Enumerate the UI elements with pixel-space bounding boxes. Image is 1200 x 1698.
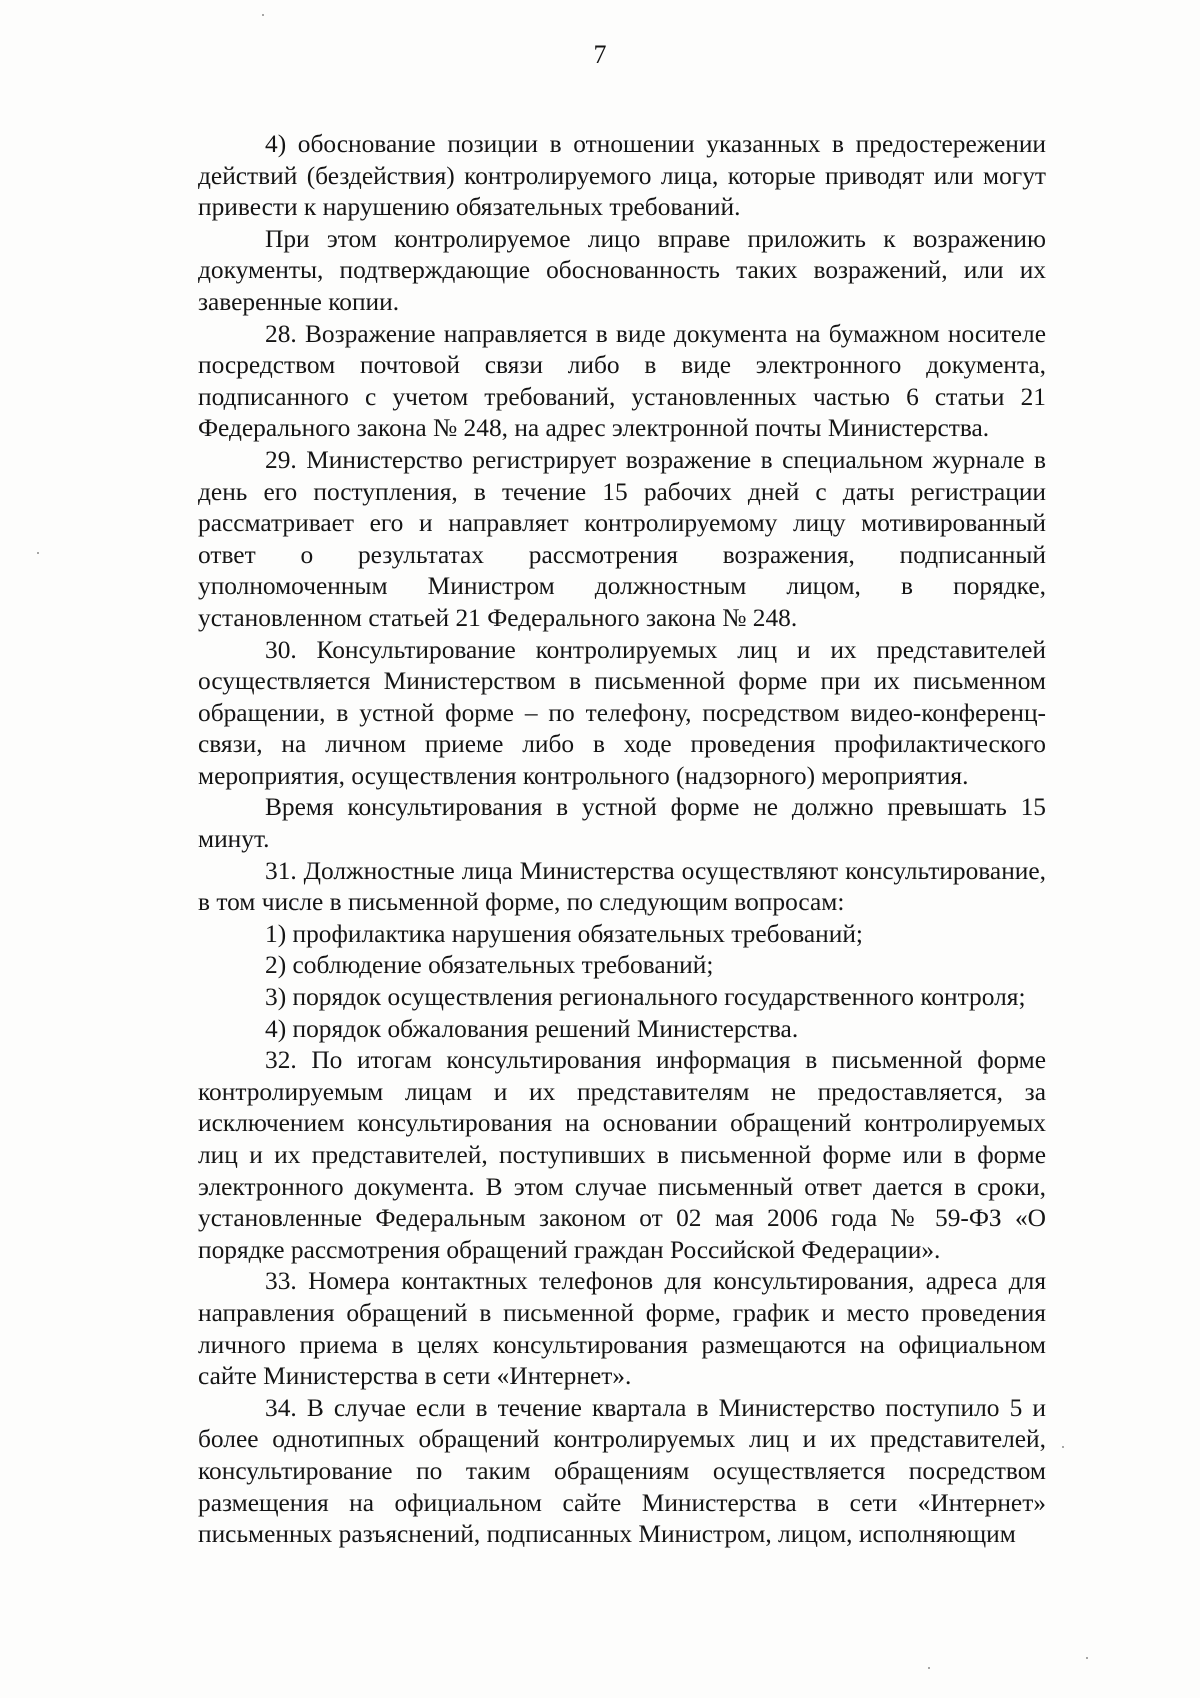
list-item-2: 2) соблюдение обязательных требований; — [265, 951, 714, 980]
page-number: 7 — [593, 40, 607, 69]
list-item-3: 3) порядок осуществления регионального государственного контроля; — [265, 983, 1026, 1012]
paragraph-32: 32. По итогам консультирования информация в письменной форме контролируемым лицам и их представителям не предоставляется, за исключением консультирования на основании обращений контролируемых лиц и их представителей, поступивших в письменной форме или в форме электронного документа. В этом случае письменный ответ дается в сроки, установленные Федеральным законом от 02 мая 2006 года № 59-ФЗ «О порядке рассмотрения обращений граждан Российской Федерации». — [198, 1046, 1046, 1264]
scan-speck — [928, 1667, 930, 1669]
scan-speck — [262, 14, 264, 16]
list-item-4: 4) порядок обжалования решений Министерства. — [265, 1014, 799, 1043]
paragraph-29: 29. Министерство регистрирует возражение в специальном журнале в день его поступления, в течение 15 рабочих дней с даты регистрации рассматривает его и направляет контролируемому лицу мотивированный ответ о результатах рассмотрения возражения, подписанный уполномоченным Министром должностным лицом, в порядке, установленном статьей 21 Федерального закона № 248. — [198, 445, 1046, 632]
paragraph-33: 33. Номера контактных телефонов для консультирования, адреса для направления обращений в письменной форме, график и место проведения личного приема в целях консультирования размещаются на официальном сайте Министерства в сети «Интернет». — [198, 1267, 1046, 1391]
scan-speck — [1062, 1446, 1064, 1448]
paragraph-30: 30. Консультирование контролируемых лиц и их представителей осуществляется Министерством в письменной форме при их письменном обращении, в устной форме – по телефону, посредством видео-конференц-связи, на личном приеме либо в ходе проведения профилактического мероприятия, осуществления контрольного (надзорного) мероприятия. — [198, 635, 1046, 790]
scan-speck — [1086, 1657, 1088, 1659]
document-body — [198, 129, 1046, 1551]
list-item-1: 1) профилактика нарушения обязательных требований; — [265, 919, 863, 948]
paragraph-31: 31. Должностные лица Министерства осуществляют консультирование, в том числе в письменной форме, по следующим вопросам: — [198, 856, 1046, 917]
paragraph-item-4-justification: 4) обоснование позиции в отношении указанных в предостережении действий (бездействия) контролируемого лица, которые приводят или могут привести к нарушению обязательных требований. — [198, 130, 1046, 222]
paragraph-28: 28. Возражение направляется в виде документа на бумажном носителе посредством почтовой связи либо в виде электронного документа, подписанного с учетом требований, установленных частью 6 статьи 21 Федерального закона № 248, на адрес электронной почты Министерства. — [198, 319, 1046, 443]
paragraph-34: 34. В случае если в течение квартала в Министерство поступило 5 и более однотипных обращений контролируемых лиц и их представителей, консультирование по таким обращениям осуществляется посредством размещения на официальном сайте Министерства в сети «Интернет» письменных разъяснений, подписанных Министром, лицом, исполняющим — [198, 1393, 1046, 1549]
scan-speck — [37, 552, 39, 554]
paragraph-attach-documents: При этом контролируемое лицо вправе приложить к возражению документы, подтверждающие обоснованность таких возражений, или их заверенные копии. — [198, 224, 1046, 316]
paragraph-consultation-time: Время консультирования в устной форме не должно превышать 15 минут. — [198, 793, 1046, 854]
